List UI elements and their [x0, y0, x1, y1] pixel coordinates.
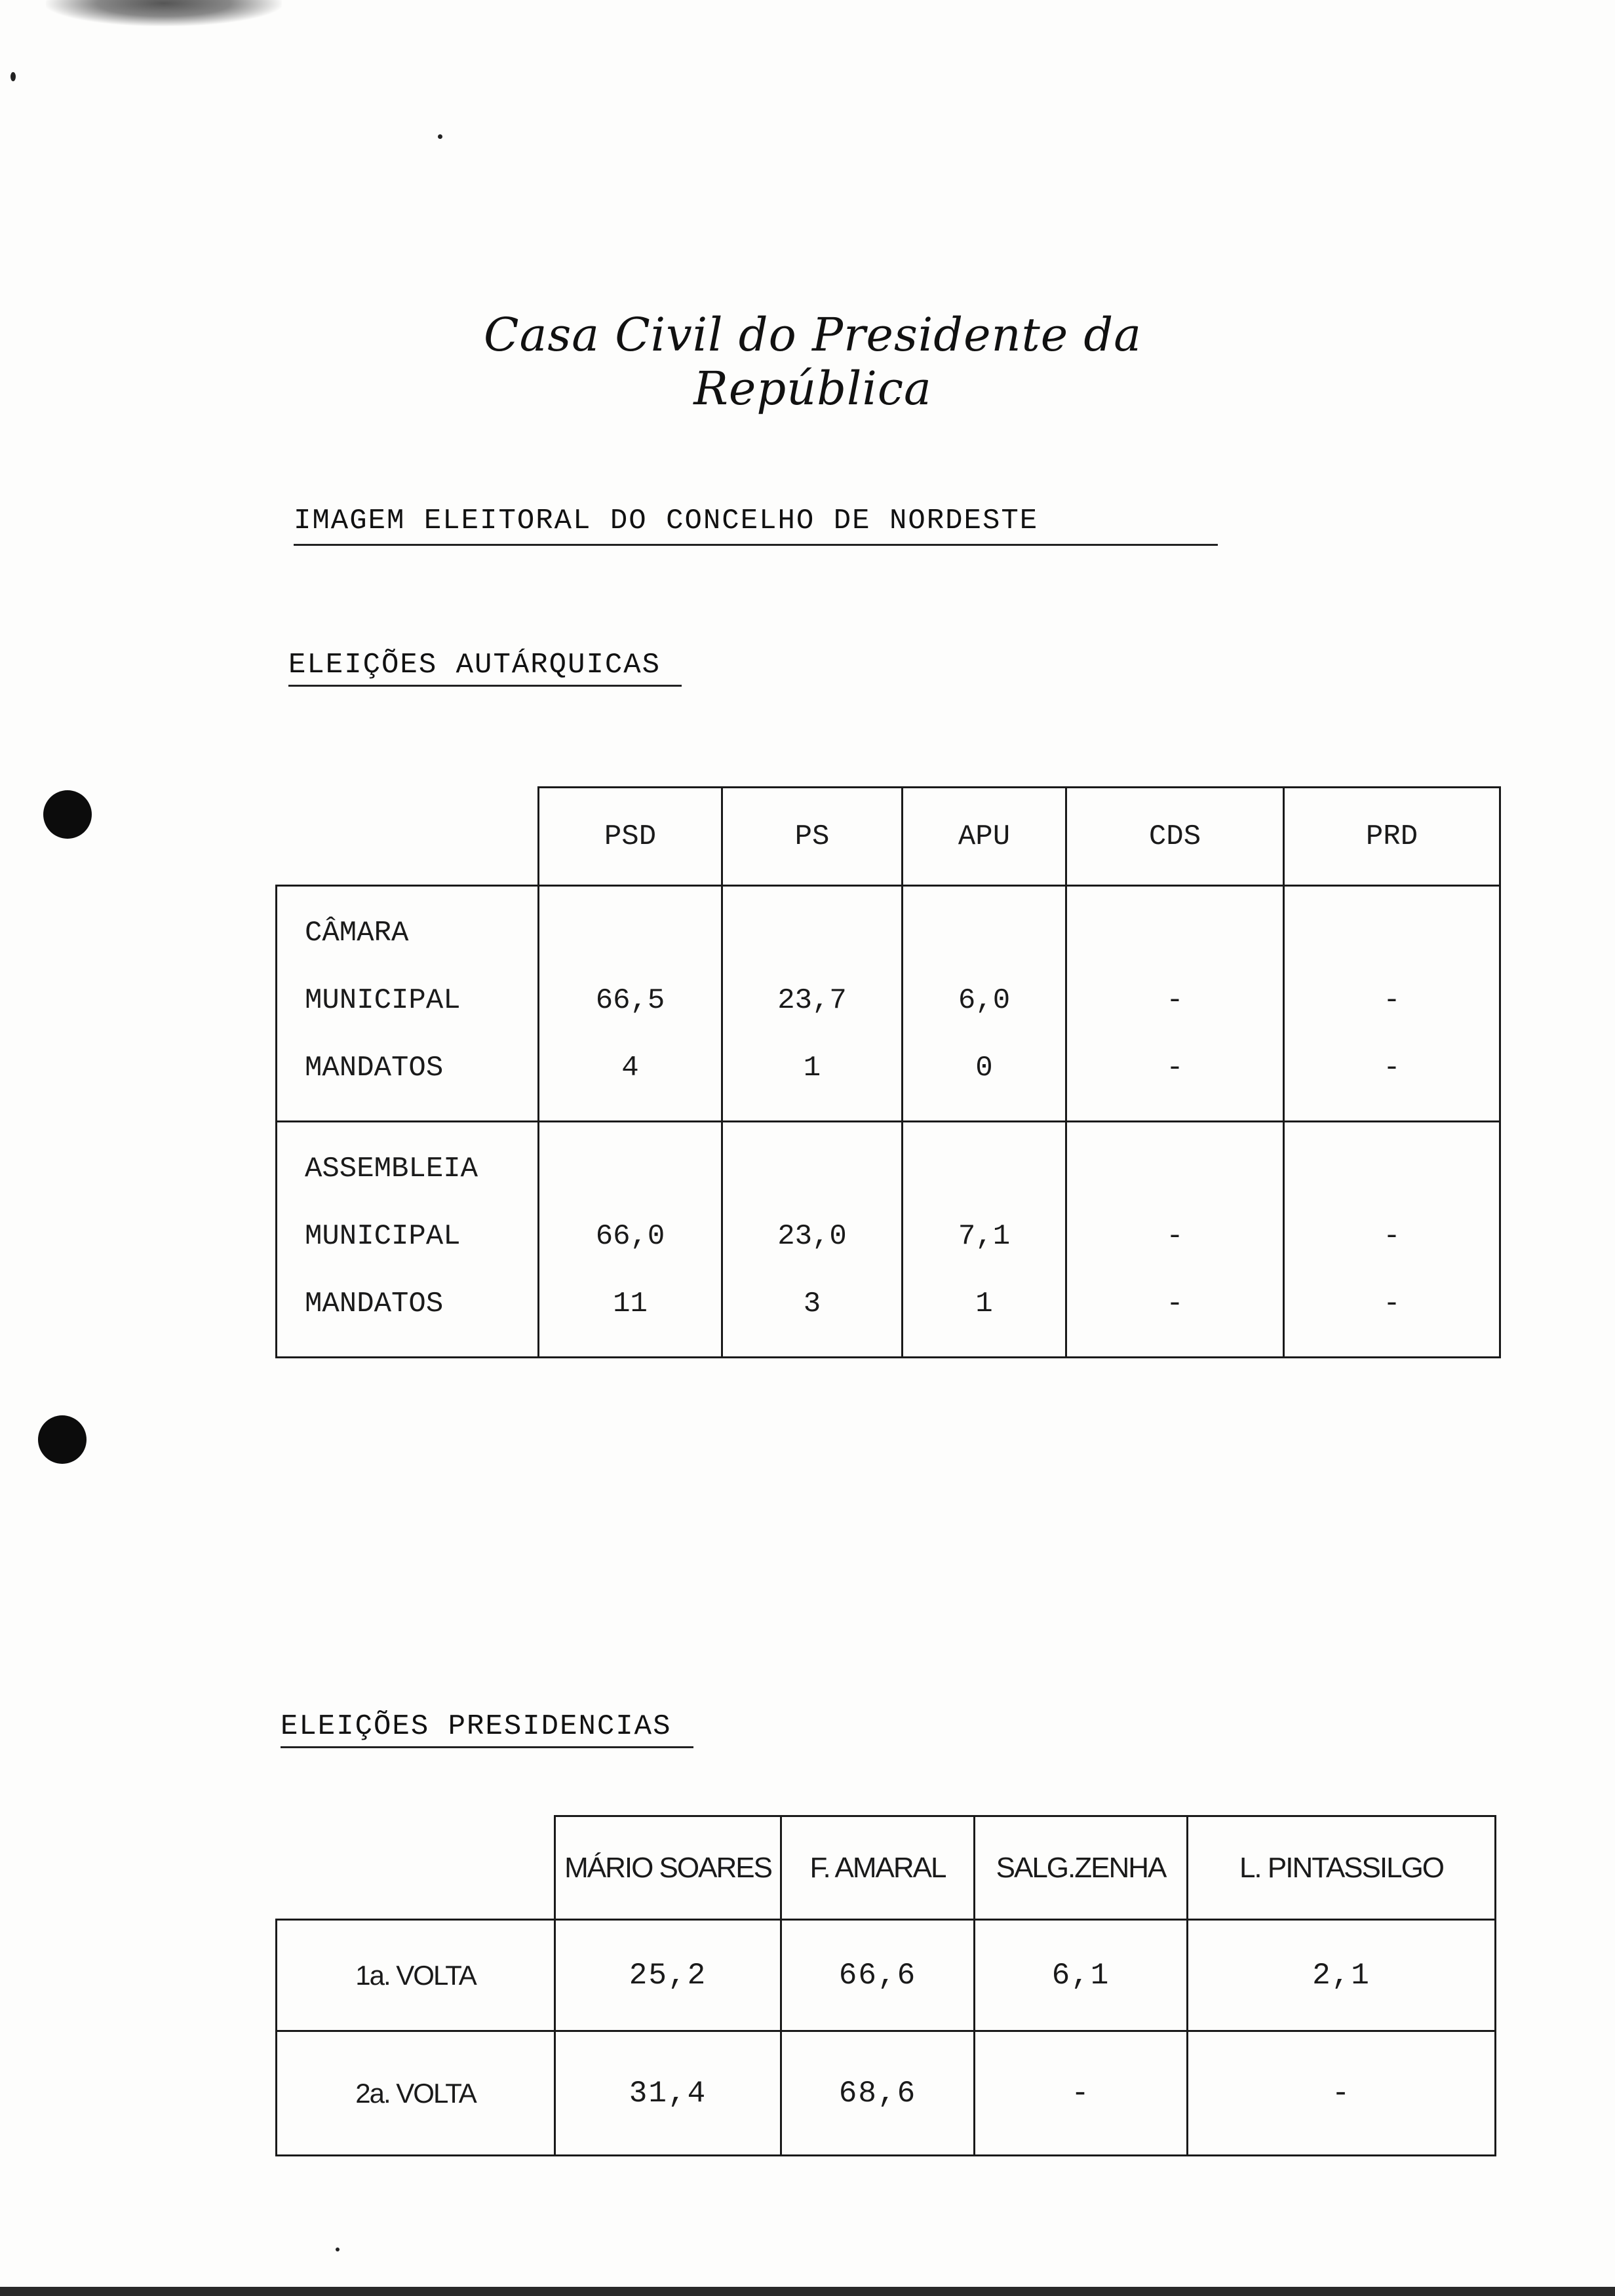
row-label-line: CÂMARA: [305, 917, 409, 949]
table-cell: 6,1: [975, 1920, 1188, 2031]
table-cell: [722, 1122, 903, 1358]
mandates-value: 3: [803, 1288, 821, 1320]
letterhead: Casa Civil do Presidente da República: [484, 308, 1142, 415]
table-cell: [539, 886, 722, 1122]
percent-value: 66,5: [595, 984, 665, 1017]
table-cell: [1066, 1122, 1284, 1358]
row-label: [277, 886, 539, 1122]
percent-value: 7,1: [958, 1220, 1011, 1253]
mandates-value: -: [1166, 1288, 1184, 1320]
column-header: APU: [903, 788, 1066, 886]
column-header: L. PINTASSILGO: [1188, 1816, 1496, 1920]
mandates-value: -: [1166, 1052, 1184, 1084]
heading-underline: [281, 1746, 693, 1748]
presidenciais-table: [275, 1815, 1496, 2156]
corner-cell: [277, 788, 539, 886]
column-header: MÁRIO SOARES: [555, 1816, 781, 1920]
table-cell: [903, 886, 1066, 1122]
row-label-line: ASSEMBLEIA: [305, 1153, 478, 1185]
row-label: 1a. VOLTA: [277, 1920, 555, 2031]
row-label: [277, 1122, 539, 1358]
punch-hole: [38, 1415, 87, 1464]
column-header: PRD: [1284, 788, 1500, 886]
scan-edge: [0, 2287, 1615, 2296]
title-underline: [294, 544, 1218, 546]
row-label-line: MUNICIPAL: [305, 984, 461, 1017]
scan-speck: [10, 72, 16, 81]
page-title: IMAGEM ELEITORAL DO CONCELHO DE NORDESTE: [294, 505, 1039, 537]
column-header: PS: [722, 788, 903, 886]
table-cell: [1284, 886, 1500, 1122]
corner-cell: [277, 1816, 555, 1920]
table-cell: [1284, 1122, 1500, 1358]
mandates-value: 1: [803, 1052, 821, 1084]
table-cell: 2,1: [1188, 1920, 1496, 2031]
percent-value: 23,7: [777, 984, 847, 1017]
mandates-value: 0: [975, 1052, 993, 1084]
percent-value: 66,0: [595, 1220, 665, 1253]
table-header-row: [277, 788, 1500, 886]
table-cell: 68,6: [781, 2031, 975, 2156]
row-label-line: MANDATOS: [305, 1288, 444, 1320]
table-cell: -: [1188, 2031, 1496, 2156]
row-label: 2a. VOLTA: [277, 2031, 555, 2156]
autarquicas-table: [275, 786, 1501, 1358]
table-row: [277, 1122, 1500, 1358]
table-cell: -: [975, 2031, 1188, 2156]
table-cell: [722, 886, 903, 1122]
column-header: CDS: [1066, 788, 1284, 886]
mandates-value: -: [1383, 1288, 1401, 1320]
table-cell: [903, 1122, 1066, 1358]
section-heading-autarquicas: ELEIÇÕES AUTÁRQUICAS: [288, 649, 661, 681]
mandates-value: 1: [975, 1288, 993, 1320]
column-header: F. AMARAL: [781, 1816, 975, 1920]
percent-value: -: [1383, 1220, 1401, 1253]
percent-value: 6,0: [958, 984, 1011, 1017]
percent-value: -: [1166, 1220, 1184, 1253]
heading-underline: [288, 685, 682, 687]
scan-smudge: [46, 0, 282, 26]
scan-speck: [336, 2248, 340, 2251]
column-header: PSD: [539, 788, 722, 886]
table-row: [277, 1920, 1496, 2031]
table-row: [277, 2031, 1496, 2156]
punch-hole: [43, 790, 92, 839]
table-cell: 25,2: [555, 1920, 781, 2031]
section-heading-presidenciais: ELEIÇÕES PRESIDENCIAS: [281, 1710, 672, 1743]
mandates-value: 4: [621, 1052, 639, 1084]
row-label-line: MUNICIPAL: [305, 1220, 461, 1253]
percent-value: -: [1166, 984, 1184, 1017]
table-cell: [539, 1122, 722, 1358]
column-header: SALG.ZENHA: [975, 1816, 1188, 1920]
table-cell: 66,6: [781, 1920, 975, 2031]
table-cell: [1066, 886, 1284, 1122]
mandates-value: -: [1383, 1052, 1401, 1084]
mandates-value: 11: [613, 1288, 648, 1320]
table-header-row: [277, 1816, 1496, 1920]
percent-value: 23,0: [777, 1220, 847, 1253]
row-label-line: MANDATOS: [305, 1052, 444, 1084]
scan-speck: [438, 134, 442, 139]
table-row: [277, 886, 1500, 1122]
table-cell: 31,4: [555, 2031, 781, 2156]
percent-value: -: [1383, 984, 1401, 1017]
